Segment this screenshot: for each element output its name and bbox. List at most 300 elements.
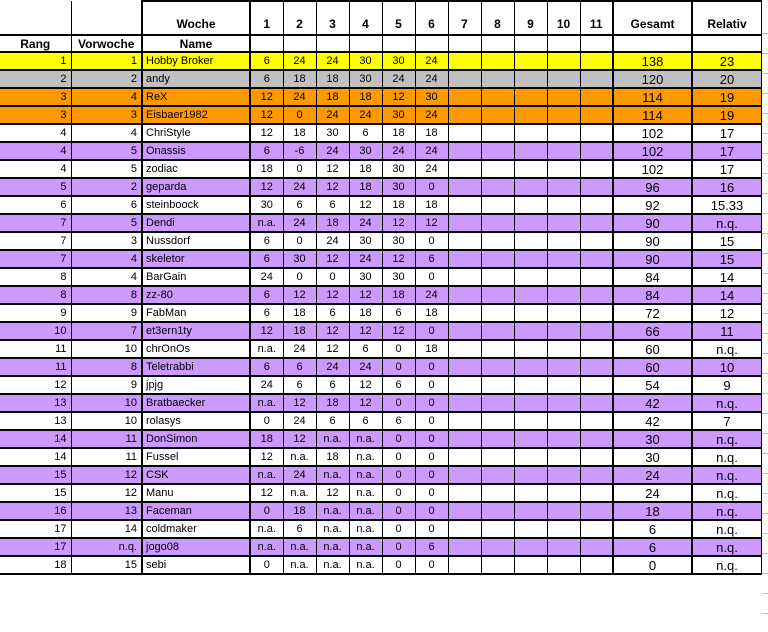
name-cell[interactable]: ReX — [142, 88, 250, 106]
header-week-8[interactable]: 8 — [481, 1, 514, 35]
week-4-cell[interactable]: 30 — [349, 232, 382, 250]
header-empty-week-cell[interactable] — [316, 35, 349, 52]
week-7-cell[interactable] — [448, 430, 481, 448]
rang-cell[interactable]: 16 — [0, 502, 71, 520]
week-2-cell[interactable]: 18 — [283, 124, 316, 142]
gesamt-cell[interactable]: 84 — [613, 268, 692, 286]
relativ-cell[interactable]: 15 — [692, 250, 762, 268]
week-7-cell[interactable] — [448, 142, 481, 160]
rang-cell[interactable]: 18 — [0, 556, 71, 574]
week-3-cell[interactable]: 18 — [316, 70, 349, 88]
name-cell[interactable]: FabMan — [142, 304, 250, 322]
week-2-cell[interactable]: 6 — [283, 520, 316, 538]
week-8-cell[interactable] — [481, 106, 514, 124]
week-9-cell[interactable] — [514, 214, 547, 232]
week-10-cell[interactable] — [547, 484, 580, 502]
week-3-cell[interactable]: n.a. — [316, 538, 349, 556]
week-3-cell[interactable]: n.a. — [316, 502, 349, 520]
rang-cell[interactable]: 10 — [0, 322, 71, 340]
gesamt-cell[interactable]: 18 — [613, 502, 692, 520]
week-1-cell[interactable]: 30 — [250, 196, 283, 214]
week-3-cell[interactable]: 24 — [316, 106, 349, 124]
relativ-cell[interactable]: 16 — [692, 178, 762, 196]
week-10-cell[interactable] — [547, 322, 580, 340]
week-2-cell[interactable]: 24 — [283, 52, 316, 70]
week-9-cell[interactable] — [514, 412, 547, 430]
week-3-cell[interactable]: 24 — [316, 358, 349, 376]
relativ-cell[interactable]: n.q. — [692, 520, 762, 538]
week-2-cell[interactable]: 18 — [283, 304, 316, 322]
week-2-cell[interactable]: 6 — [283, 376, 316, 394]
week-10-cell[interactable] — [547, 520, 580, 538]
week-2-cell[interactable]: 24 — [283, 466, 316, 484]
week-9-cell[interactable] — [514, 88, 547, 106]
name-cell[interactable]: geparda — [142, 178, 250, 196]
week-3-cell[interactable]: 12 — [316, 160, 349, 178]
week-1-cell[interactable]: 12 — [250, 124, 283, 142]
week-11-cell[interactable] — [580, 106, 613, 124]
week-3-cell[interactable]: 18 — [316, 88, 349, 106]
week-5-cell[interactable]: 6 — [382, 376, 415, 394]
week-2-cell[interactable]: 24 — [283, 412, 316, 430]
week-4-cell[interactable]: 18 — [349, 88, 382, 106]
gesamt-cell[interactable]: 30 — [613, 448, 692, 466]
name-cell[interactable]: jogo08 — [142, 538, 250, 556]
rang-cell[interactable]: 7 — [0, 214, 71, 232]
name-cell[interactable]: Bratbaecker — [142, 394, 250, 412]
week-10-cell[interactable] — [547, 430, 580, 448]
week-3-cell[interactable]: 6 — [316, 412, 349, 430]
week-5-cell[interactable]: 0 — [382, 430, 415, 448]
week-8-cell[interactable] — [481, 178, 514, 196]
rang-cell[interactable]: 8 — [0, 286, 71, 304]
name-cell[interactable]: Manu — [142, 484, 250, 502]
gesamt-cell[interactable]: 138 — [613, 52, 692, 70]
week-4-cell[interactable]: 24 — [349, 214, 382, 232]
rang-cell[interactable]: 11 — [0, 340, 71, 358]
relativ-cell[interactable]: 14 — [692, 286, 762, 304]
relativ-cell[interactable]: 15 — [692, 232, 762, 250]
vorwoche-cell[interactable]: 13 — [71, 502, 142, 520]
gesamt-cell[interactable]: 0 — [613, 556, 692, 574]
week-4-cell[interactable]: 12 — [349, 376, 382, 394]
week-3-cell[interactable]: n.a. — [316, 430, 349, 448]
week-2-cell[interactable]: 12 — [283, 430, 316, 448]
week-2-cell[interactable]: 0 — [283, 106, 316, 124]
header-woche[interactable]: Woche — [142, 1, 250, 35]
relativ-cell[interactable]: 17 — [692, 124, 762, 142]
header-empty-week-cell[interactable] — [448, 35, 481, 52]
gesamt-cell[interactable]: 60 — [613, 340, 692, 358]
rang-cell[interactable]: 1 — [0, 52, 71, 70]
week-10-cell[interactable] — [547, 106, 580, 124]
week-4-cell[interactable]: n.a. — [349, 556, 382, 574]
gesamt-cell[interactable]: 90 — [613, 250, 692, 268]
week-6-cell[interactable]: 24 — [415, 70, 448, 88]
week-10-cell[interactable] — [547, 232, 580, 250]
week-8-cell[interactable] — [481, 322, 514, 340]
week-10-cell[interactable] — [547, 304, 580, 322]
rang-cell[interactable]: 15 — [0, 484, 71, 502]
week-1-cell[interactable]: 6 — [250, 358, 283, 376]
gesamt-cell[interactable]: 24 — [613, 484, 692, 502]
week-4-cell[interactable]: 30 — [349, 268, 382, 286]
vorwoche-cell[interactable]: 9 — [71, 376, 142, 394]
week-10-cell[interactable] — [547, 286, 580, 304]
week-9-cell[interactable] — [514, 520, 547, 538]
week-10-cell[interactable] — [547, 160, 580, 178]
header-vorwoche[interactable]: Vorwoche — [71, 35, 142, 52]
week-7-cell[interactable] — [448, 214, 481, 232]
week-7-cell[interactable] — [448, 124, 481, 142]
week-8-cell[interactable] — [481, 142, 514, 160]
header-week-4[interactable]: 4 — [349, 1, 382, 35]
week-4-cell[interactable]: 6 — [349, 340, 382, 358]
week-7-cell[interactable] — [448, 358, 481, 376]
header-gesamt[interactable]: Gesamt — [613, 1, 692, 35]
week-11-cell[interactable] — [580, 430, 613, 448]
week-9-cell[interactable] — [514, 268, 547, 286]
vorwoche-cell[interactable]: 14 — [71, 520, 142, 538]
week-9-cell[interactable] — [514, 196, 547, 214]
week-6-cell[interactable]: 24 — [415, 286, 448, 304]
gesamt-cell[interactable]: 60 — [613, 358, 692, 376]
gesamt-cell[interactable]: 24 — [613, 466, 692, 484]
week-1-cell[interactable]: n.a. — [250, 538, 283, 556]
week-6-cell[interactable]: 18 — [415, 340, 448, 358]
week-6-cell[interactable]: 18 — [415, 304, 448, 322]
week-5-cell[interactable]: 6 — [382, 412, 415, 430]
week-5-cell[interactable]: 0 — [382, 394, 415, 412]
relativ-cell[interactable]: 11 — [692, 322, 762, 340]
name-cell[interactable]: jpjg — [142, 376, 250, 394]
gesamt-cell[interactable]: 6 — [613, 520, 692, 538]
name-cell[interactable]: Onassis — [142, 142, 250, 160]
name-cell[interactable]: Hobby Broker — [142, 52, 250, 70]
week-7-cell[interactable] — [448, 232, 481, 250]
vorwoche-cell[interactable]: 12 — [71, 484, 142, 502]
week-2-cell[interactable]: 24 — [283, 214, 316, 232]
vorwoche-cell[interactable]: 10 — [71, 412, 142, 430]
rang-cell[interactable]: 13 — [0, 412, 71, 430]
week-3-cell[interactable]: 12 — [316, 340, 349, 358]
week-10-cell[interactable] — [547, 556, 580, 574]
week-6-cell[interactable]: 0 — [415, 484, 448, 502]
relativ-cell[interactable]: 23 — [692, 52, 762, 70]
week-10-cell[interactable] — [547, 178, 580, 196]
week-2-cell[interactable]: 0 — [283, 160, 316, 178]
week-4-cell[interactable]: n.a. — [349, 466, 382, 484]
week-10-cell[interactable] — [547, 268, 580, 286]
week-8-cell[interactable] — [481, 286, 514, 304]
week-3-cell[interactable]: 24 — [316, 232, 349, 250]
week-5-cell[interactable]: 0 — [382, 358, 415, 376]
week-4-cell[interactable]: n.a. — [349, 538, 382, 556]
header-week-10[interactable]: 10 — [547, 1, 580, 35]
vorwoche-cell[interactable]: 9 — [71, 304, 142, 322]
week-8-cell[interactable] — [481, 466, 514, 484]
vorwoche-cell[interactable]: 4 — [71, 268, 142, 286]
week-2-cell[interactable]: n.a. — [283, 538, 316, 556]
vorwoche-cell[interactable]: 7 — [71, 322, 142, 340]
week-2-cell[interactable]: n.a. — [283, 556, 316, 574]
week-10-cell[interactable] — [547, 250, 580, 268]
week-1-cell[interactable]: 12 — [250, 106, 283, 124]
week-7-cell[interactable] — [448, 412, 481, 430]
vorwoche-cell[interactable]: 3 — [71, 232, 142, 250]
week-5-cell[interactable]: 30 — [382, 178, 415, 196]
relativ-cell[interactable]: 19 — [692, 88, 762, 106]
week-3-cell[interactable]: 6 — [316, 196, 349, 214]
week-9-cell[interactable] — [514, 358, 547, 376]
header-empty-week-cell[interactable] — [547, 35, 580, 52]
week-10-cell[interactable] — [547, 142, 580, 160]
relativ-cell[interactable]: 10 — [692, 358, 762, 376]
vorwoche-cell[interactable]: 8 — [71, 358, 142, 376]
week-3-cell[interactable]: 30 — [316, 124, 349, 142]
week-5-cell[interactable]: 18 — [382, 124, 415, 142]
name-cell[interactable]: skeletor — [142, 250, 250, 268]
week-3-cell[interactable]: n.a. — [316, 466, 349, 484]
week-5-cell[interactable]: 24 — [382, 70, 415, 88]
relativ-cell[interactable]: n.q. — [692, 466, 762, 484]
week-5-cell[interactable]: 30 — [382, 232, 415, 250]
week-11-cell[interactable] — [580, 448, 613, 466]
name-cell[interactable]: rolasys — [142, 412, 250, 430]
week-8-cell[interactable] — [481, 538, 514, 556]
week-1-cell[interactable]: 0 — [250, 502, 283, 520]
week-5-cell[interactable]: 12 — [382, 250, 415, 268]
week-8-cell[interactable] — [481, 214, 514, 232]
week-9-cell[interactable] — [514, 466, 547, 484]
name-cell[interactable]: et3ern1ty — [142, 322, 250, 340]
gesamt-cell[interactable]: 90 — [613, 232, 692, 250]
rang-cell[interactable]: 4 — [0, 142, 71, 160]
gesamt-cell[interactable]: 30 — [613, 430, 692, 448]
name-cell[interactable]: chrOnOs — [142, 340, 250, 358]
rang-cell[interactable]: 11 — [0, 358, 71, 376]
relativ-cell[interactable]: n.q. — [692, 214, 762, 232]
relativ-cell[interactable]: 20 — [692, 70, 762, 88]
gesamt-cell[interactable]: 84 — [613, 286, 692, 304]
gesamt-cell[interactable]: 102 — [613, 124, 692, 142]
week-8-cell[interactable] — [481, 484, 514, 502]
week-5-cell[interactable]: 30 — [382, 268, 415, 286]
week-10-cell[interactable] — [547, 538, 580, 556]
week-4-cell[interactable]: 18 — [349, 304, 382, 322]
header-relativ[interactable]: Relativ — [692, 1, 762, 35]
week-9-cell[interactable] — [514, 556, 547, 574]
week-4-cell[interactable]: n.a. — [349, 502, 382, 520]
week-6-cell[interactable]: 24 — [415, 106, 448, 124]
week-2-cell[interactable]: 12 — [283, 394, 316, 412]
week-9-cell[interactable] — [514, 502, 547, 520]
week-6-cell[interactable]: 24 — [415, 160, 448, 178]
week-11-cell[interactable] — [580, 412, 613, 430]
header-week-7[interactable]: 7 — [448, 1, 481, 35]
week-9-cell[interactable] — [514, 448, 547, 466]
week-3-cell[interactable]: 24 — [316, 142, 349, 160]
header-empty-gesamt-cell[interactable] — [613, 35, 692, 52]
week-3-cell[interactable]: 12 — [316, 322, 349, 340]
week-1-cell[interactable]: n.a. — [250, 466, 283, 484]
relativ-cell[interactable]: 14 — [692, 268, 762, 286]
week-10-cell[interactable] — [547, 376, 580, 394]
relativ-cell[interactable]: 9 — [692, 376, 762, 394]
gesamt-cell[interactable]: 92 — [613, 196, 692, 214]
week-4-cell[interactable]: n.a. — [349, 520, 382, 538]
name-cell[interactable]: DonSimon — [142, 430, 250, 448]
week-2-cell[interactable]: 6 — [283, 196, 316, 214]
relativ-cell[interactable]: 7 — [692, 412, 762, 430]
week-6-cell[interactable]: 30 — [415, 88, 448, 106]
week-4-cell[interactable]: 6 — [349, 124, 382, 142]
week-5-cell[interactable]: 18 — [382, 286, 415, 304]
week-11-cell[interactable] — [580, 376, 613, 394]
week-7-cell[interactable] — [448, 556, 481, 574]
week-6-cell[interactable]: 0 — [415, 232, 448, 250]
relativ-cell[interactable]: n.q. — [692, 556, 762, 574]
week-1-cell[interactable]: 6 — [250, 286, 283, 304]
week-7-cell[interactable] — [448, 340, 481, 358]
week-3-cell[interactable]: 12 — [316, 484, 349, 502]
week-2-cell[interactable]: 30 — [283, 250, 316, 268]
name-cell[interactable]: coldmaker — [142, 520, 250, 538]
week-8-cell[interactable] — [481, 520, 514, 538]
week-9-cell[interactable] — [514, 106, 547, 124]
relativ-cell[interactable]: 17 — [692, 160, 762, 178]
week-9-cell[interactable] — [514, 142, 547, 160]
week-6-cell[interactable]: 0 — [415, 268, 448, 286]
week-7-cell[interactable] — [448, 466, 481, 484]
week-1-cell[interactable]: n.a. — [250, 340, 283, 358]
week-9-cell[interactable] — [514, 124, 547, 142]
week-2-cell[interactable]: 0 — [283, 232, 316, 250]
gesamt-cell[interactable]: 114 — [613, 88, 692, 106]
week-1-cell[interactable]: n.a. — [250, 394, 283, 412]
week-11-cell[interactable] — [580, 484, 613, 502]
relativ-cell[interactable]: 17 — [692, 142, 762, 160]
gesamt-cell[interactable]: 66 — [613, 322, 692, 340]
week-1-cell[interactable]: 12 — [250, 322, 283, 340]
header-week-5[interactable]: 5 — [382, 1, 415, 35]
week-4-cell[interactable]: 24 — [349, 358, 382, 376]
name-cell[interactable]: ChriStyle — [142, 124, 250, 142]
week-11-cell[interactable] — [580, 196, 613, 214]
vorwoche-cell[interactable]: 10 — [71, 340, 142, 358]
rang-cell[interactable]: 14 — [0, 430, 71, 448]
header-week-6[interactable]: 6 — [415, 1, 448, 35]
week-1-cell[interactable]: 0 — [250, 556, 283, 574]
week-2-cell[interactable]: 24 — [283, 88, 316, 106]
week-7-cell[interactable] — [448, 322, 481, 340]
header-empty-week-cell[interactable] — [250, 35, 283, 52]
week-1-cell[interactable]: 12 — [250, 88, 283, 106]
header-empty-week-cell[interactable] — [349, 35, 382, 52]
week-7-cell[interactable] — [448, 88, 481, 106]
week-3-cell[interactable]: 18 — [316, 394, 349, 412]
name-cell[interactable]: BarGain — [142, 268, 250, 286]
header-empty-week-cell[interactable] — [382, 35, 415, 52]
week-3-cell[interactable]: 6 — [316, 304, 349, 322]
header-empty-vorwoche-cell[interactable] — [71, 1, 142, 35]
week-10-cell[interactable] — [547, 340, 580, 358]
week-1-cell[interactable]: 6 — [250, 232, 283, 250]
week-6-cell[interactable]: 0 — [415, 502, 448, 520]
name-cell[interactable]: Dendi — [142, 214, 250, 232]
week-6-cell[interactable]: 0 — [415, 430, 448, 448]
week-7-cell[interactable] — [448, 448, 481, 466]
week-4-cell[interactable]: 18 — [349, 160, 382, 178]
name-cell[interactable]: Faceman — [142, 502, 250, 520]
week-9-cell[interactable] — [514, 250, 547, 268]
week-3-cell[interactable]: 12 — [316, 178, 349, 196]
gesamt-cell[interactable]: 120 — [613, 70, 692, 88]
vorwoche-cell[interactable]: 2 — [71, 70, 142, 88]
name-cell[interactable]: CSK — [142, 466, 250, 484]
week-11-cell[interactable] — [580, 286, 613, 304]
week-5-cell[interactable]: 0 — [382, 502, 415, 520]
relativ-cell[interactable]: n.q. — [692, 340, 762, 358]
week-6-cell[interactable]: 24 — [415, 142, 448, 160]
week-5-cell[interactable]: 30 — [382, 106, 415, 124]
week-6-cell[interactable]: 0 — [415, 412, 448, 430]
week-6-cell[interactable]: 18 — [415, 124, 448, 142]
week-9-cell[interactable] — [514, 484, 547, 502]
week-1-cell[interactable]: n.a. — [250, 214, 283, 232]
week-7-cell[interactable] — [448, 502, 481, 520]
week-10-cell[interactable] — [547, 214, 580, 232]
week-9-cell[interactable] — [514, 376, 547, 394]
week-9-cell[interactable] — [514, 538, 547, 556]
week-9-cell[interactable] — [514, 160, 547, 178]
week-5-cell[interactable]: 12 — [382, 214, 415, 232]
week-4-cell[interactable]: n.a. — [349, 484, 382, 502]
header-week-2[interactable]: 2 — [283, 1, 316, 35]
week-7-cell[interactable] — [448, 52, 481, 70]
week-2-cell[interactable]: n.a. — [283, 448, 316, 466]
week-11-cell[interactable] — [580, 538, 613, 556]
week-6-cell[interactable]: 24 — [415, 52, 448, 70]
relativ-cell[interactable]: n.q. — [692, 448, 762, 466]
header-empty-week-cell[interactable] — [283, 35, 316, 52]
week-8-cell[interactable] — [481, 340, 514, 358]
header-week-3[interactable]: 3 — [316, 1, 349, 35]
rang-cell[interactable]: 14 — [0, 448, 71, 466]
week-1-cell[interactable]: 6 — [250, 142, 283, 160]
week-3-cell[interactable]: 12 — [316, 286, 349, 304]
rang-cell[interactable]: 8 — [0, 268, 71, 286]
gesamt-cell[interactable]: 42 — [613, 394, 692, 412]
week-4-cell[interactable]: 12 — [349, 196, 382, 214]
week-10-cell[interactable] — [547, 70, 580, 88]
rang-cell[interactable]: 9 — [0, 304, 71, 322]
rang-cell[interactable]: 15 — [0, 466, 71, 484]
week-8-cell[interactable] — [481, 52, 514, 70]
week-1-cell[interactable]: 18 — [250, 430, 283, 448]
week-2-cell[interactable]: 18 — [283, 70, 316, 88]
vorwoche-cell[interactable]: 4 — [71, 250, 142, 268]
week-3-cell[interactable]: 6 — [316, 376, 349, 394]
week-11-cell[interactable] — [580, 160, 613, 178]
week-4-cell[interactable]: 18 — [349, 178, 382, 196]
relativ-cell[interactable]: n.q. — [692, 502, 762, 520]
header-rang[interactable]: Rang — [0, 35, 71, 52]
gesamt-cell[interactable]: 90 — [613, 214, 692, 232]
vorwoche-cell[interactable]: 12 — [71, 466, 142, 484]
week-1-cell[interactable]: 24 — [250, 376, 283, 394]
name-cell[interactable]: andy — [142, 70, 250, 88]
